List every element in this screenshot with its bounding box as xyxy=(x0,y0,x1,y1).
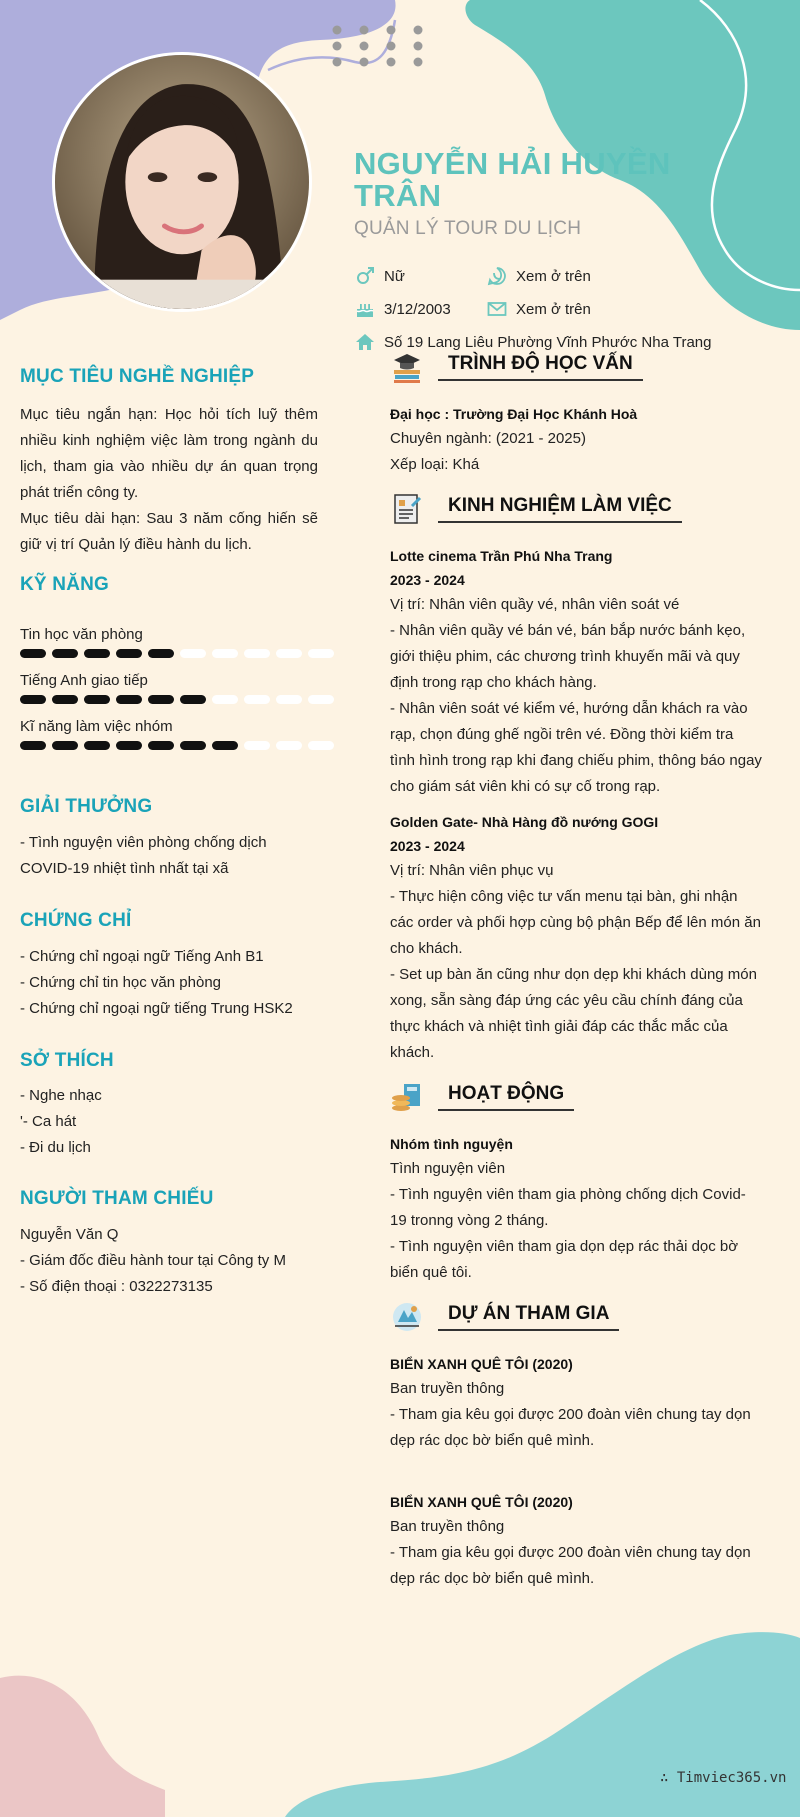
certificate-item: - Chứng chỉ ngoại ngữ tiếng Trung HSK2 xyxy=(20,1000,293,1017)
zalo-value: Xem ở trên xyxy=(516,267,591,285)
education-major: Chuyên ngành: (2021 - 2025) xyxy=(390,430,586,447)
project-name: BIỂN XANH QUÊ TÔI (2020) xyxy=(390,1494,573,1510)
reference-item: - Giám đốc điều hành tour tại Công ty M xyxy=(20,1252,286,1269)
references-title: NGƯỜI THAM CHIẾU xyxy=(20,1188,214,1209)
skill-dot-filled xyxy=(116,649,142,658)
gender-value: Nữ xyxy=(384,267,405,285)
job-title: QUẢN LÝ TOUR DU LỊCH xyxy=(354,218,582,239)
experience-header xyxy=(390,492,682,526)
address-row xyxy=(354,332,711,352)
hobbies-title: SỞ THÍCH xyxy=(20,1050,114,1071)
job-company: Golden Gate- Nhà Hàng đồ nướng GOGI xyxy=(390,814,659,830)
skill-dot-empty xyxy=(244,695,270,704)
skill-dot-filled xyxy=(20,695,46,704)
skill-dot-filled xyxy=(52,741,78,750)
awards-title: GIẢI THƯỞNG xyxy=(20,796,153,817)
skills-title: KỸ NĂNG xyxy=(20,574,110,595)
activity-description: - Tình nguyện viên tham gia phòng chống dịch Covid-19 tronng vòng 2 tháng. xyxy=(390,1186,746,1229)
certificate-item: - Chứng chỉ tin học văn phòng xyxy=(20,974,221,991)
project-role: Ban truyền thông xyxy=(390,1380,505,1397)
skill-dot-empty xyxy=(244,649,270,658)
coins-calculator-icon xyxy=(390,1080,424,1114)
activity-org: Nhóm tình nguyện xyxy=(390,1136,513,1152)
education-rank: Xếp loại: Khá xyxy=(390,456,480,473)
job-description: - Nhân viên quầy vé bán vé, bán bắp nước bánh kẹo, giới thiệu phim, các chương trình khuyến mãi và quy định trong rạp cho khách hàng. xyxy=(390,622,746,691)
projects-header xyxy=(390,1300,619,1334)
skill-dot-filled xyxy=(148,695,174,704)
watermark: ∴ Timviec365.vn xyxy=(660,1770,787,1786)
hobby-item: - Nghe nhạc xyxy=(20,1087,102,1104)
gender-row xyxy=(354,266,405,286)
activity-role: Tình nguyện viên xyxy=(390,1160,506,1177)
objective-short: Mục tiêu ngắn hạn: Học hỏi tích luỹ thêm nhiều kinh nghiệm việc làm trong ngành du lịch, tham gia vào nhiều dự án quan trọng phát triển công ty. xyxy=(20,406,318,501)
skill-name: Kĩ năng làm việc nhóm xyxy=(20,718,173,735)
birthday-value: 3/12/2003 xyxy=(384,300,451,318)
awards-text: - Tình nguyện viên phòng chống dịch COVID-19 nhiệt tình nhất tại xã xyxy=(20,834,267,877)
skill-dot-empty xyxy=(212,695,238,704)
experience-title: KINH NGHIỆM LÀM VIỆC xyxy=(438,495,682,523)
skill-dot-empty xyxy=(276,695,302,704)
job-period: 2023 - 2024 xyxy=(390,838,465,854)
candidate-name: NGUYỄN HẢI HUYỀN TRÂN xyxy=(354,146,671,213)
certificate-item: - Chứng chỉ ngoại ngữ Tiếng Anh B1 xyxy=(20,948,264,965)
activities-title: HOẠT ĐỘNG xyxy=(438,1083,574,1111)
skill-dot-empty xyxy=(308,741,334,750)
skill-dot-filled xyxy=(52,695,78,704)
job-description: - Nhân viên soát vé kiểm vé, hướng dẫn khách ra vào rạp, chọn đúng ghế ngồi trên vé. Đồng thời kiểm tra tình hình trong rạp khi đang chiếu phim, thông báo ngay cho giám sát viên khi có sự cố trong rạp. xyxy=(390,700,762,795)
envelope-icon xyxy=(486,299,508,319)
job-description: - Set up bàn ăn cũng như dọn dẹp khi khách dùng món xong, sẵn sàng đáp ứng các yêu cầu chính đáng của thực khách và nhiệt tình giải đáp các thắc mắc của khách. xyxy=(390,966,757,1061)
skill-dot-filled xyxy=(180,695,206,704)
project-role: Ban truyền thông xyxy=(390,1518,505,1535)
skill-dot-empty xyxy=(276,741,302,750)
skill-dot-filled xyxy=(84,695,110,704)
skill-dot-empty xyxy=(308,695,334,704)
project-globe-icon xyxy=(390,1300,424,1334)
skill-dot-empty xyxy=(276,649,302,658)
zalo-row xyxy=(486,266,591,286)
graduation-cap-icon xyxy=(390,350,424,384)
certificates-title: CHỨNG CHỈ xyxy=(20,910,132,931)
skill-level-bar xyxy=(20,649,334,658)
birthday-row xyxy=(354,299,451,319)
birthday-cake-icon xyxy=(354,299,376,319)
hobby-item: - Đi du lịch xyxy=(20,1139,91,1156)
skill-dot-filled xyxy=(84,649,110,658)
skill-dot-filled xyxy=(212,741,238,750)
hobby-item: '- Ca hát xyxy=(20,1113,77,1130)
skill-dot-filled xyxy=(148,741,174,750)
skill-name: Tin học văn phòng xyxy=(20,626,143,643)
skill-level-bar xyxy=(20,695,334,704)
skill-level-bar xyxy=(20,741,334,750)
reference-item: - Số điện thoại : 0322273135 xyxy=(20,1278,213,1295)
objective-long: Mục tiêu dài hạn: Sau 3 năm cống hiến sẽ giữ vị trí Quản lý điều hành du lịch. xyxy=(20,510,318,553)
skill-dot-empty xyxy=(308,649,334,658)
project-description: - Tham gia kêu gọi được 200 đoàn viên chung tay dọn dẹp rác dọc bờ biển quê mình. xyxy=(390,1406,751,1449)
job-company: Lotte cinema Trần Phú Nha Trang xyxy=(390,548,613,564)
activity-description: - Tình nguyện viên tham gia dọn dẹp rác thải dọc bờ biển quê tôi. xyxy=(390,1238,739,1281)
job-description: - Thực hiện công việc tư vấn menu tại bàn, ghi nhận các order và phối hợp cùng bộ phận Bếp để lên món ăn cho khách. xyxy=(390,888,761,957)
education-school: Đại học : Trường Đại Học Khánh Hoà xyxy=(390,406,638,422)
education-header xyxy=(390,350,643,384)
work-document-icon xyxy=(390,492,424,526)
skill-name: Tiếng Anh giao tiếp xyxy=(20,672,148,689)
address-value: Số 19 Lang Liêu Phường Vĩnh Phước Nha Trang xyxy=(384,333,712,351)
skill-dot-filled xyxy=(148,649,174,658)
skill-dot-filled xyxy=(20,649,46,658)
education-title: TRÌNH ĐỘ HỌC VẤN xyxy=(438,353,643,381)
skill-dot-filled xyxy=(52,649,78,658)
objective-title: MỤC TIÊU NGHỀ NGHIỆP xyxy=(20,366,255,387)
phone-chat-icon xyxy=(486,266,508,286)
skill-dot-filled xyxy=(180,741,206,750)
skill-dot-empty xyxy=(244,741,270,750)
project-description: - Tham gia kêu gọi được 200 đoàn viên chung tay dọn dẹp rác dọc bờ biển quê mình. xyxy=(390,1544,751,1587)
email-row xyxy=(486,299,591,319)
skill-dot-filled xyxy=(116,741,142,750)
home-icon xyxy=(354,332,376,352)
job-period: 2023 - 2024 xyxy=(390,572,465,588)
job-position: Vị trí: Nhân viên phục vụ xyxy=(390,862,554,879)
skill-dot-filled xyxy=(20,741,46,750)
skill-dot-empty xyxy=(180,649,206,658)
activities-header xyxy=(390,1080,574,1114)
skill-dot-filled xyxy=(116,695,142,704)
skill-dot-empty xyxy=(212,649,238,658)
reference-item: Nguyễn Văn Q xyxy=(20,1226,119,1243)
skill-dot-filled xyxy=(84,741,110,750)
avatar xyxy=(52,52,312,312)
job-position: Vị trí: Nhân viên quầy vé, nhân viên soát vé xyxy=(390,596,680,613)
project-name: BIỂN XANH QUÊ TÔI (2020) xyxy=(390,1356,573,1372)
email-value: Xem ở trên xyxy=(516,300,591,318)
projects-title: DỰ ÁN THAM GIA xyxy=(438,1303,619,1331)
gender-icon xyxy=(354,266,376,286)
